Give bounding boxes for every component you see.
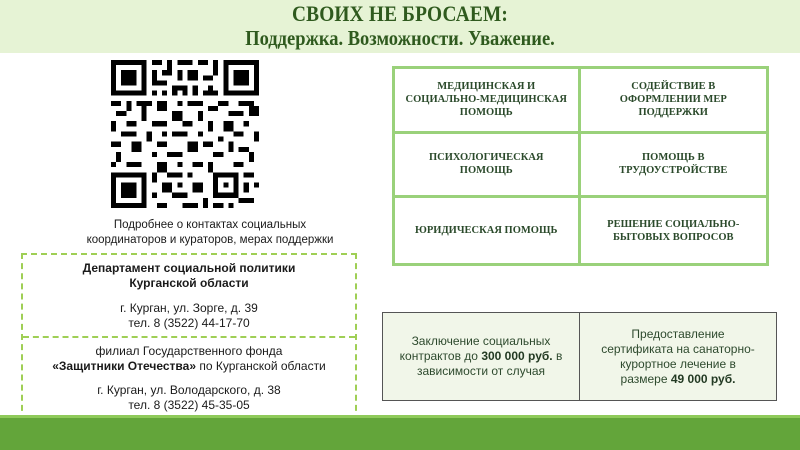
contact-address: г. Курган, ул. Зорге, д. 39 [120, 301, 258, 315]
services-grid [392, 66, 769, 266]
service-household: РЕШЕНИЕ СОЦИАЛЬНО-БЫТОВЫХ ВОПРОСОВ [607, 218, 740, 243]
qr-code-icon[interactable] [106, 60, 264, 208]
contact-org-name: «Защитники Отечества» [52, 359, 196, 373]
service-psychological: ПСИХОЛОГИЧЕСКАЯ ПОМОЩЬ [395, 134, 581, 199]
service-support-measures: СОДЕЙСТВИЕ В ОФОРМЛЕНИИ МЕР ПОДДЕРЖКИ [581, 69, 767, 134]
contact-org-line2: Курганской области [129, 276, 249, 290]
contact-org-line1: Департамент социальной политики [82, 261, 296, 275]
offers-table [382, 312, 777, 401]
offer-text-before: Предоставление сертификата на санаторно-курортное лечение в размере [601, 326, 755, 386]
offer-amount: 49 000 руб. [670, 371, 736, 386]
contact-department [23, 261, 355, 338]
service-legal: ЮРИДИЧЕСКАЯ ПОМОЩЬ [395, 198, 581, 263]
offer-social-contract [383, 313, 580, 400]
service-medical: МЕДИЦИНСКАЯ И СОЦИАЛЬНО-МЕДИЦИНСКАЯ ПОМОЩЬ [395, 69, 581, 134]
contact-fund-branch [23, 344, 355, 413]
offer-text-after: в зависимости от случая [416, 349, 563, 378]
page-subtitle: Поддержка. Возможности. Уважение. [245, 26, 555, 50]
page-title: СВОИХ НЕ БРОСАЕМ: [291, 1, 509, 26]
footer-band [0, 415, 800, 450]
contacts-box [21, 253, 357, 421]
offer-text-before: Заключение социальных контрактов до [399, 334, 551, 363]
contact-phone[interactable]: тел. 8 (3522) 44-17-70 [128, 316, 250, 330]
contact-phone[interactable]: тел. 8 (3522) 45-35-05 [128, 398, 250, 412]
offer-sanatorium-certificate [580, 313, 776, 400]
qr-caption-line2: координаторов и кураторов, мерах поддержки [86, 234, 334, 246]
contact-org-region: по Курганской области [196, 359, 326, 373]
offer-amount: 300 000 руб. [481, 349, 553, 363]
contact-org-line2 [23, 359, 355, 374]
qr-caption [40, 218, 380, 248]
service-employment: ПОМОЩЬ В ТРУДОУСТРОЙСТВЕ [581, 134, 767, 199]
qr-code-graphic [106, 60, 264, 208]
contact-org-line1: филиал Государственного фонда [95, 344, 283, 358]
contact-address: г. Курган, ул. Володарского, д. 38 [97, 383, 281, 397]
header-banner [0, 0, 800, 53]
qr-caption-line1: Подробнее о контактах социальных [113, 219, 307, 231]
